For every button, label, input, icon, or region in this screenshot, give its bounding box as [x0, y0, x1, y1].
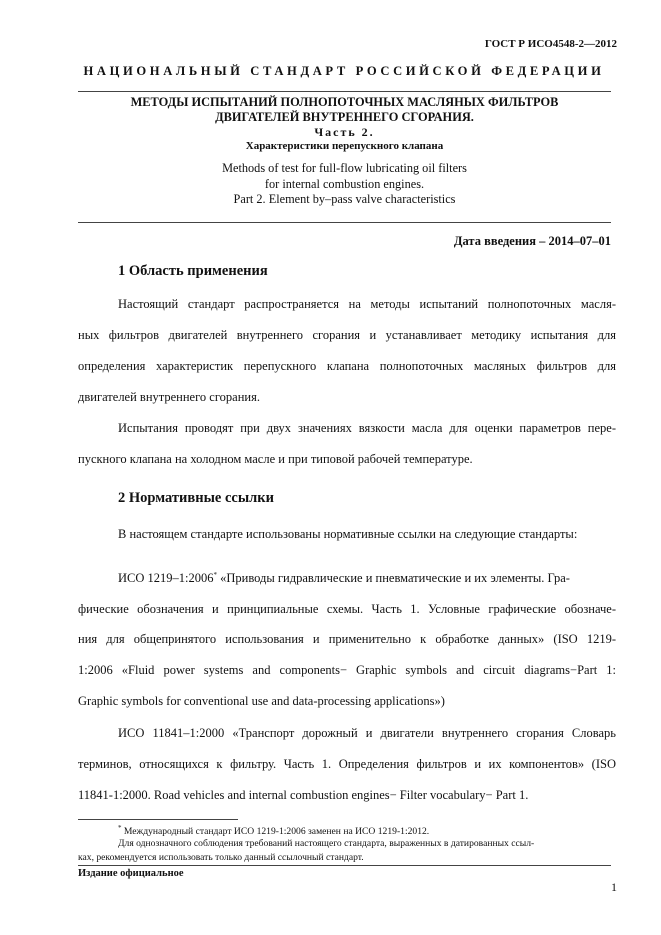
footnote-text	[118, 824, 429, 837]
title-part: Часть 2.	[314, 125, 375, 139]
footnote-body: Международный стандарт ИСО 1219-1:2006 заменен на ИСО 1219-1:2012.	[121, 826, 430, 838]
title-rule	[78, 222, 611, 223]
text-line: Graphic symbols for conventional use and data-processing applications»)	[78, 694, 445, 708]
text-line: определения характеристик перепускного клапана полнопоточных масляных фильтров для	[78, 359, 616, 373]
footnote-marker: *	[118, 824, 122, 832]
text-line: Настоящий стандарт распространяется на методы испытаний полнопоточных масля-	[118, 297, 616, 311]
title-block	[78, 95, 611, 208]
page-number: 1	[611, 880, 617, 894]
introduction-date: Дата введения – 2014–07–01	[453, 234, 611, 248]
text-line	[118, 571, 616, 586]
text-line: ных фильтров двигателей внутреннего сгорания и устанавливает методику испытания для	[78, 328, 616, 342]
footnote-note-line-1: Для однозначного соблюдения требований настоящего стандарта, выраженных в датированных ссыл-	[118, 838, 535, 849]
text-line: двигателей внутреннего сгорания.	[78, 390, 260, 404]
text-line: В настоящем стандарте использованы нормативные ссылки на следующие стандарты:	[118, 527, 578, 541]
title-en-line-3: Part 2. Element by–pass valve characteristics	[233, 192, 456, 206]
text-line: Испытания проводят при двух значениях вязкости масла для оценки параметров пере-	[118, 421, 616, 435]
footnote-note-line-2: ках, рекомендуется использовать только данный ссылочный стандарт.	[78, 852, 364, 863]
national-standard-banner: НАЦИОНАЛЬНЫЙ СТАНДАРТ РОССИЙСКОЙ ФЕДЕРАЦИИ	[83, 64, 605, 78]
document-code: ГОСТ Р ИСО4548-2—2012	[484, 38, 617, 50]
title-ru-line-1: МЕТОДЫ ИСПЫТАНИЙ ПОЛНОПОТОЧНЫХ МАСЛЯНЫХ ФИЛЬТРОВ	[130, 95, 559, 109]
text-line: ИСО 11841–1:2000 «Транспорт дорожный и двигатели внутреннего сгорания Словарь	[118, 726, 616, 740]
text-line: 11841-1:2000. Road vehicles and internal combustion engines− Filter vocabulary− Part 1.	[78, 788, 529, 802]
reference-code: ИСО 1219–1:2006	[118, 571, 214, 586]
section-1-heading: 1 Область применения	[118, 263, 268, 279]
title-subtitle: Характеристики перепускного клапана	[245, 140, 444, 152]
section-2-heading: 2 Нормативные ссылки	[118, 490, 274, 506]
footer-rule	[78, 865, 611, 866]
text-line: 1:2006 «Fluid power systems and components− Graphic symbols and circuit diagrams−Part 1:	[78, 663, 616, 677]
title-en-line-2: for internal combustion engines.	[264, 176, 425, 191]
reference-title: «Приводы гидравлические и пневматические и их элементы. Гра-	[217, 571, 570, 586]
text-line: фические обозначения и принципиальные схемы. Часть 1. Условные графические обозначе-	[78, 602, 616, 616]
title-ru-line-2: ДВИГАТЕЛЕЙ ВНУТРЕННЕГО СГОРАНИЯ.	[215, 110, 474, 124]
title-en-line-1: Methods of test for full-flow lubricating oil filters	[222, 161, 467, 175]
footnote-rule	[78, 819, 238, 820]
edition-label: Издание официальное	[78, 868, 184, 879]
text-line: ния для общепринятого использования и применительно к обработке данных» (ISO 1219-	[78, 632, 616, 646]
text-line: пускного клапана на холодном масле и при типовой рабочей температуре.	[78, 452, 473, 466]
header-rule	[78, 91, 611, 92]
footnote-marker: *	[213, 571, 217, 579]
text-line: терминов, относящихся к фильтру. Часть 1. Определения фильтров и их компонентов» (ISO	[78, 757, 616, 771]
